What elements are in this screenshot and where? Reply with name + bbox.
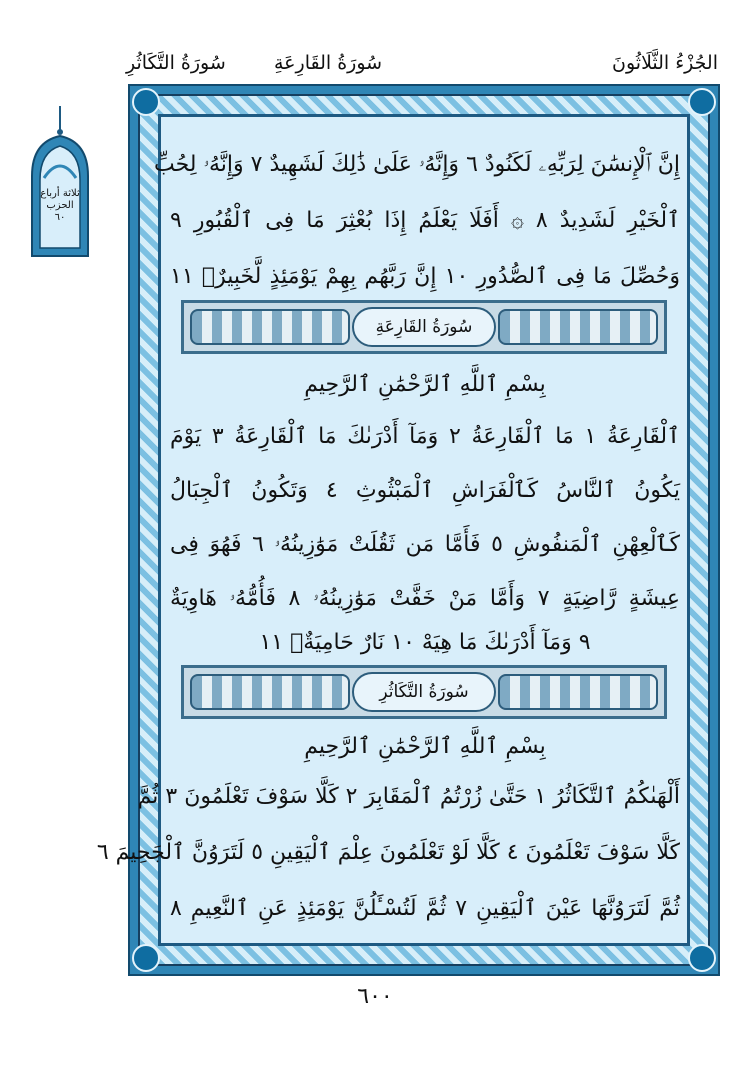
verse-line: وَحُصِّلَ مَا فِى ٱلصُّدُورِ ١٠ إِنَّ رَبَّهُم بِهِمْ يَوْمَئِذٍ لَّخَبِيرٌۢ ١١	[170, 264, 680, 289]
corner-ornament-icon	[132, 944, 160, 972]
verse-line: عِيشَةٍ رَّاضِيَةٍ ٧ وَأَمَّا مَنْ خَفَّتْ مَوَٰزِينُهُۥ ٨ فَأُمُّهُۥ هَاوِيَةٌ	[170, 586, 680, 611]
corner-ornament-icon	[688, 944, 716, 972]
sura-banner	[181, 300, 667, 354]
sura-title-qariah: سُورَةُ القَارِعَةِ	[274, 52, 383, 74]
banner-ornament	[190, 309, 350, 345]
verse-line: أَلْهَىٰكُمُ ٱلتَّكَاثُرُ ١ حَتَّىٰ زُرْتُمُ ٱلْمَقَابِرَ ٢ كَلَّا سَوْفَ تَعْلَمُونَ ٣ ثُمَّ	[137, 784, 680, 809]
sura-banner-title: سُورَةُ التَّكَاثُرِ	[352, 672, 496, 712]
sura-title-takathur: سُورَةُ التَّكَاثُرِ	[126, 52, 226, 74]
verse-line: كَٱلْعِهْنِ ٱلْمَنفُوشِ ٥ فَأَمَّا مَن ثَقُلَتْ مَوَٰزِينُهُۥ ٦ فَهُوَ فِى	[170, 532, 680, 557]
verse-line: إِنَّ ٱلْإِنسَٰنَ لِرَبِّهِۦ لَكَنُودٌ ٦ وَإِنَّهُۥ عَلَىٰ ذَٰلِكَ لَشَهِيدٌ ٧ وَإِنَّهُۥ لِحُبِّ	[154, 152, 680, 177]
hizb-label-2: الحزب	[46, 200, 74, 211]
sura-banner-title: سُورَةُ القَارِعَةِ	[352, 307, 496, 347]
banner-ornament	[498, 309, 658, 345]
verse-line: يَكُونُ ٱلنَّاسُ كَٱلْفَرَاشِ ٱلْمَبْثُوثِ ٤ وَتَكُونُ ٱلْجِبَالُ	[170, 478, 681, 503]
corner-ornament-icon	[688, 88, 716, 116]
verse-line: ٱلْخَيْرِ لَشَدِيدٌ ٨ ۞ أَفَلَا يَعْلَمُ إِذَا بُعْثِرَ مَا فِى ٱلْقُبُورِ ٩	[170, 208, 680, 233]
hizb-label-1: ثلاثة أرباع	[40, 188, 80, 199]
hizb-ornament-icon	[28, 106, 92, 260]
basmala: بِسْمِ ٱللَّهِ ٱلرَّحْمَٰنِ ٱلرَّحِيمِ	[304, 372, 546, 397]
basmala: بِسْمِ ٱللَّهِ ٱلرَّحْمَٰنِ ٱلرَّحِيمِ	[304, 734, 546, 759]
verse-line: ٱلْقَارِعَةُ ١ مَا ٱلْقَارِعَةُ ٢ وَمَآ أَدْرَىٰكَ مَا ٱلْقَارِعَةُ ٣ يَوْمَ	[170, 424, 680, 449]
page-number: ٦٠٠	[357, 984, 393, 1009]
corner-ornament-icon	[132, 88, 160, 116]
verse-line: ثُمَّ لَتَرَوُنَّهَا عَيْنَ ٱلْيَقِينِ ٧ ثُمَّ لَتُسْـَٔلُنَّ يَوْمَئِذٍ عَنِ ٱلنَّعِيمِ ٨	[170, 896, 680, 921]
verse-line: كَلَّا سَوْفَ تَعْلَمُونَ ٤ كَلَّا لَوْ تَعْلَمُونَ عِلْمَ ٱلْيَقِينِ ٥ لَتَرَوُنَّ ٱلْجَحِيمَ ٦	[96, 840, 680, 865]
hizb-marker	[28, 106, 92, 260]
hizb-label-3: ٦٠	[54, 212, 66, 223]
banner-ornament	[190, 674, 350, 710]
verse-line: ٩ وَمَآ أَدْرَىٰكَ مَا هِيَهْ ١٠ نَارٌ حَامِيَةٌۢ ١١	[259, 630, 591, 655]
sura-banner	[181, 665, 667, 719]
banner-ornament	[498, 674, 658, 710]
juz-title: الجُزْءُ الثَّلَاثُونَ	[612, 52, 718, 74]
